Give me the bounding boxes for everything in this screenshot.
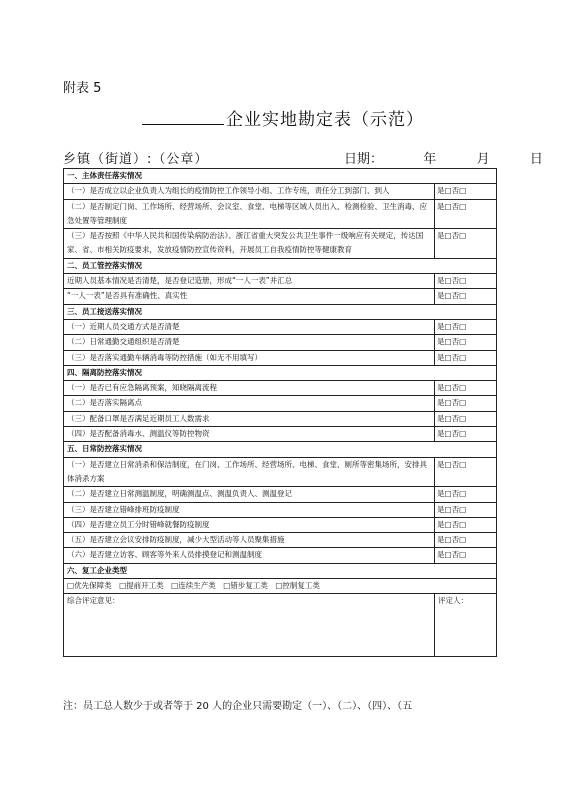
- section-header-row: [64, 442, 497, 457]
- yes-no-checkbox[interactable]: 是□否□: [435, 396, 497, 411]
- yes-no-checkbox[interactable]: 是□否□: [435, 289, 497, 304]
- year-label: 年: [423, 152, 437, 167]
- checklist-row: [64, 411, 497, 426]
- checklist-row: [64, 533, 497, 548]
- yes-no-checkbox[interactable]: 是□否□: [435, 381, 497, 396]
- checklist-item: （一）是否已有应急隔离预案，知晓隔离流程: [64, 381, 435, 396]
- date-line: [344, 148, 543, 167]
- enterprise-type-row: [64, 579, 497, 594]
- section-header-row: [64, 365, 497, 380]
- checklist-row: [64, 229, 497, 259]
- checklist-item: （二）是否制定门岗、工作场所、经营场所、会议室、食堂、电梯等区域人员出入、检测检验、卫生消毒、应急处置等管理制度: [64, 199, 435, 229]
- comment-row: [64, 594, 497, 657]
- checklist-item: （三）是否建立错峰排班防疫制度: [64, 502, 435, 517]
- yes-no-checkbox[interactable]: 是□否□: [435, 229, 497, 259]
- yes-no-checkbox[interactable]: 是□否□: [435, 548, 497, 563]
- section-header-row: [64, 169, 497, 184]
- checklist-row: [64, 517, 497, 532]
- checklist-row: [64, 502, 497, 517]
- month-label: 月: [476, 152, 490, 167]
- checklist-item: （三）是否落实通勤车辆消毒等防控措施（如无不用填写）: [64, 350, 435, 365]
- yes-no-checkbox[interactable]: 是□否□: [435, 335, 497, 350]
- checklist-item: （四）是否配备消毒水、测温仪等防控物资: [64, 427, 435, 442]
- checklist-row: [64, 381, 497, 396]
- yes-no-checkbox[interactable]: 是□否□: [435, 319, 497, 334]
- yes-no-checkbox[interactable]: 是□否□: [435, 457, 497, 487]
- inspection-table: [63, 168, 497, 657]
- yes-no-checkbox[interactable]: 是□否□: [435, 487, 497, 502]
- checklist-item: （三）配备口罩是否满足近期员工人数需求: [64, 411, 435, 426]
- section-header-row: [64, 563, 497, 578]
- section-heading: 二、员工管控落实情况: [64, 258, 497, 273]
- yes-no-checkbox[interactable]: 是□否□: [435, 350, 497, 365]
- yes-no-checkbox[interactable]: 是□否□: [435, 427, 497, 442]
- yes-no-checkbox[interactable]: 是□否□: [435, 502, 497, 517]
- footnote: 注：员工总人数少于或者等于 20 人的企业只需要勘定（一）、（二）、（四）、（五: [63, 701, 413, 712]
- checklist-item: （四）是否建立员工分时错峰就餐防疫制度: [64, 517, 435, 532]
- checklist-row: [64, 184, 497, 199]
- town-label: 乡镇（街道）:（公章）: [63, 152, 209, 167]
- day-label: 日: [529, 152, 543, 167]
- yes-no-checkbox[interactable]: 是□否□: [435, 517, 497, 532]
- checklist-row: [64, 289, 497, 304]
- checklist-row: [64, 427, 497, 442]
- checklist-row: [64, 548, 497, 563]
- section-heading: 六、复工企业类型: [64, 563, 497, 578]
- assessor-field[interactable]: 评定人：: [435, 594, 497, 657]
- checklist-row: [64, 350, 497, 365]
- section-header-row: [64, 304, 497, 319]
- section-header-row: [64, 258, 497, 273]
- checklist-item: （三）是否按照《中华人民共和国传染病防治法》、浙江省重大突发公共卫生事件一级响应有关规定，传达国家、省、市相关防疫要求，发放疫情防控宣传资料，开展员工自我疫情防控等健康教育: [64, 229, 435, 259]
- checklist-item: （二）是否建立日常测温制度，明确测温点、测温负责人、测温登记: [64, 487, 435, 502]
- checklist-item: （一）是否成立以企业负责人为组长的疫情防控工作领导小组、工作专班，责任分工到部门、到人: [64, 184, 435, 199]
- checklist-item: （一）是否建立日常消杀和保洁制度，在门岗、工作场所、经营场所、电梯、食堂、厕所等密集场所，安排具体消杀方案: [64, 457, 435, 487]
- checklist-item: （五）是否建立会议安排防疫制度，减少大型活动等人员聚集措施: [64, 533, 435, 548]
- section-heading: 三、员工接送落实情况: [64, 304, 497, 319]
- section-heading: 五、日常防控落实情况: [64, 442, 497, 457]
- checklist-row: [64, 199, 497, 229]
- appendix-label: 附表 5: [63, 81, 102, 96]
- enterprise-name-blank: [142, 110, 224, 125]
- checklist-row: [64, 319, 497, 334]
- yes-no-checkbox[interactable]: 是□否□: [435, 199, 497, 229]
- checklist-row: [64, 274, 497, 289]
- checklist-item: （二）日常通勤交通组织是否清楚: [64, 335, 435, 350]
- checklist-row: [64, 396, 497, 411]
- checklist-item: （一）近期人员交通方式是否清楚: [64, 319, 435, 334]
- yes-no-checkbox[interactable]: 是□否□: [435, 533, 497, 548]
- checklist-item: 近期人员基本情况是否清楚，是否登记造册，形成“一人一表”并汇总: [64, 274, 435, 289]
- yes-no-checkbox[interactable]: 是□否□: [435, 274, 497, 289]
- title-text: 企业实地勘定表（示范）: [226, 110, 424, 130]
- checklist-item: “一人一表”是否具有准确性、真实性: [64, 289, 435, 304]
- yes-no-checkbox[interactable]: 是□否□: [435, 411, 497, 426]
- checklist-item: （二）是否落实隔离点: [64, 396, 435, 411]
- checklist-item: （六）是否建立访客、顾客等外来人员排摸登记和测温制度: [64, 548, 435, 563]
- enterprise-type-options[interactable]: □优先保障类 □提前开工类 □连续生产类 □错步复工类 □控制复工类: [64, 579, 497, 594]
- checklist-row: [64, 457, 497, 487]
- checklist-row: [64, 335, 497, 350]
- section-heading: 一、主体责任落实情况: [64, 169, 497, 184]
- section-heading: 四、隔离防控落实情况: [64, 365, 497, 380]
- comment-field[interactable]: 综合评定意见：: [64, 594, 435, 657]
- page-title: [0, 105, 566, 130]
- checklist-row: [64, 487, 497, 502]
- date-label: 日期：: [344, 152, 384, 167]
- yes-no-checkbox[interactable]: 是□否□: [435, 184, 497, 199]
